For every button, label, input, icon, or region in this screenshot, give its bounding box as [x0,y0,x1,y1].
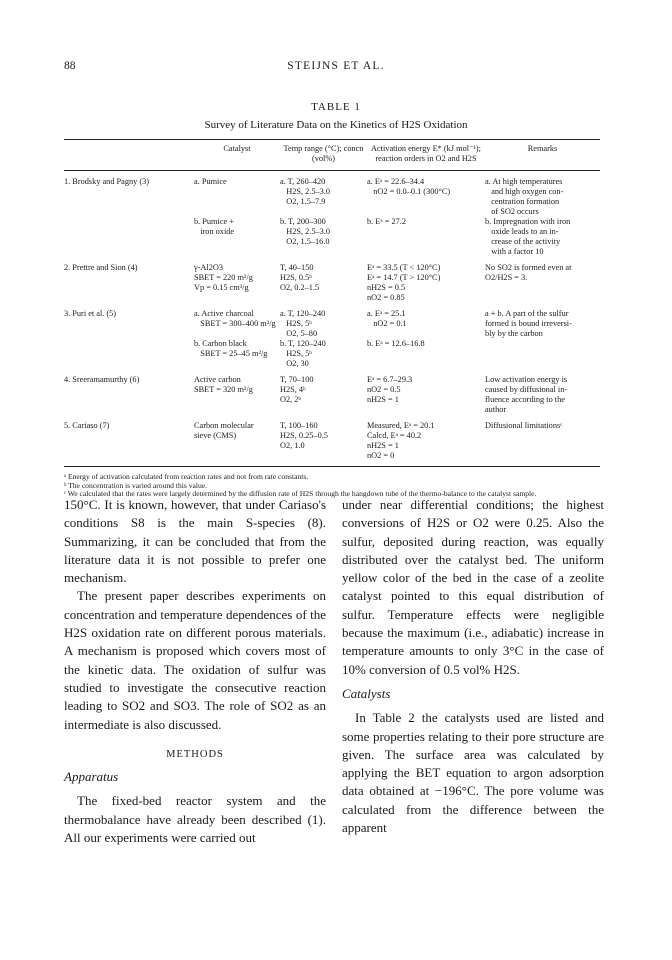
remarks-cell [485,415,600,467]
cell-line: a. T, 260–420 [280,177,326,186]
literature-table [64,141,600,467]
body-column-right [342,496,604,837]
table-label: TABLE 1 [311,101,361,113]
cell-line: SBET = 320 m²/g [194,385,253,394]
cell-line: T, 70–100 [280,375,314,384]
table-header-row [64,141,600,171]
temp-cell [280,369,367,415]
body-column-left [64,496,326,847]
temp-cell [280,415,367,467]
cell-line: bly by the carbon [485,329,543,338]
cell-line: Calcd, Eᵃ = 40.2 [367,431,422,440]
cell-line: a + b. A part of the sulfur [485,309,569,318]
cell-line: O2, 30 [280,359,309,368]
cell-line [367,207,485,217]
table-row [64,303,600,369]
catalyst-cell [194,303,280,369]
reference-cell: 5. Cariaso (7) [64,415,194,467]
reference-cell: 3. Puri et al. (5) [64,309,117,318]
page-number: 88 [64,60,76,72]
cell-line [367,329,485,339]
energy-cell [367,415,485,467]
cell-line: b. T, 200–300 [280,217,326,226]
table-row [64,369,600,415]
cell-line: a. T, 120–240 [280,309,326,318]
cell-line: O2/H2S = 3. [485,273,528,282]
table-footnotes [64,473,600,499]
cell-line: T, 40–150 [280,263,314,272]
catalyst-cell [194,257,280,303]
column-header: Remarks [485,141,600,171]
footnote: ᵃ Energy of activation calculated from reaction rates and not from rate constants. [64,472,309,481]
cell-line: b. Pumice + [194,217,234,226]
cell-line: formed is bound irreversi- [485,319,572,328]
cell-line: iron oxide [194,227,235,236]
energy-cell [367,257,485,303]
cell-line: nO2 = 0.5 [367,385,401,394]
reference-cell: 2. Prettre and Sion (4) [64,263,138,272]
cell-line [194,329,280,339]
energy-cell [367,303,485,369]
cell-line: SBET = 25–45 m²/g [194,349,268,358]
cell-line [194,187,280,197]
cell-line: author [485,405,507,414]
column-header: Catalyst [194,141,280,171]
column-header: Activation energy E* (kJ mol⁻¹); reaction orders in O2 and H2S [367,141,485,171]
cell-line: O2, 0.2–1.5 [280,283,320,292]
cell-line: a. Eᵃ = 22.6–34.4 [367,177,425,186]
table-row [64,171,600,258]
cell-line [194,207,280,217]
cell-line: sieve (CMS) [194,431,237,440]
cell-line: O2, 2ᵇ [280,395,302,404]
paragraph: In Table 2 the catalysts used are listed and some properties relating to their pore structure are given. The surface area was calculated by applying the BET equation to argon adsorption data obtained at −196°C. The pore volume was calculated from the difference between the apparent [342,710,604,836]
paragraph: 150°C. It is known, however, that under Cariaso's conditions S8 is the main S-species (8). Summarizing, it can be concluded that from the literature data it is not possible to prefer one mechanism. [64,497,326,586]
cell-line: caused by diffusional in- [485,385,568,394]
reference-cell: 1. Brodsky and Pagny (3) [64,177,150,186]
cell-line: Eᵃ = 6.7–29.3 [367,375,413,384]
catalyst-cell [194,415,280,467]
temp-cell [280,171,367,258]
paragraph: The fixed-bed reactor system and the thermobalance have already been described (1). All our experiments were carried out [64,793,326,846]
footnote: ᵇ The concentration is varied around this value. [64,480,208,490]
temp-cell [280,257,367,303]
table-row [64,415,600,467]
cell-line: a. Pumice [194,177,227,186]
cell-line [367,197,485,207]
cell-line: nO2 = 0.1 [367,319,407,328]
footnote: ᶜ We calculated that the rates were largely determined by the diffusion rate of H2S through the hangdown tube of the thermo-balance to the catalyst sample. [64,489,537,498]
cell-line: Eᵃ = 33.5 (T < 120°C) [367,263,441,272]
remarks-cell [485,257,600,303]
remarks-cell [485,171,600,258]
running-head: STEIJNS ET AL. [287,60,385,72]
cell-line: nH2S = 1 [367,441,399,450]
cell-line: H2S, 0.5ᵇ [280,273,312,282]
cell-line: H2S, 0.25–0.5 [280,431,328,440]
cell-line: oxide leads to an in- [485,227,559,236]
column-header: Temp range (°C); concn (vol%) [280,141,367,171]
cell-line: nO2 = 0 [367,451,395,460]
cell-line: O2, 1.0 [280,441,305,450]
cell-line: with a factor 10 [485,247,544,256]
cell-line: H2S, 5ᵇ [280,319,312,328]
cell-line: crease of the activity [485,237,561,246]
cell-line [194,197,280,207]
cell-line: nO2 = 0.85 [367,293,405,302]
cell-line: b. Eᵃ = 12.6–16.8 [367,339,425,348]
remarks-cell [485,369,600,415]
cell-line: T, 100–160 [280,421,318,430]
cell-line: a. Active charcoal [194,309,254,318]
cell-line: SBET = 220 m²/g [194,273,253,282]
cell-line: O2, 1.5–7.9 [280,197,326,206]
subsection-heading: Apparatus [64,769,119,785]
table-top-rule [64,139,600,140]
cell-line: H2S, 5ᵇ [280,349,312,358]
cell-line: Active carbon [194,375,241,384]
cell-line: of SO2 occurs [485,207,539,216]
cell-line: Vp = 0.15 cm³/g [194,283,249,292]
cell-line [280,207,367,217]
cell-line: γ-Al2O3 [194,263,224,272]
cell-line: b. T, 120–240 [280,339,326,348]
cell-line: nO2 = 0.0–0.1 (300°C) [367,187,451,196]
remarks-cell [485,303,600,369]
cell-line: b. Eᵃ = 27.2 [367,217,406,226]
cell-line: b. Impregnation with iron [485,217,571,226]
cell-line: a. Eᵃ = 25.1 [367,309,406,318]
table-row [64,257,600,303]
energy-cell [367,369,485,415]
paragraph: under near differential conditions; the highest conversions of H2S or O2 were 0.25. Also the sulfur, deposited during reaction, was equally distributed over the catalyst bed. The uniform yellow color of the bed in the case of a zeolite catalyst pointed to this equal distribution of sulfur. Temperature effects were negligible because the maximum (i.e., adiabatic) increase in temperature amounts to only 3°C in the case of 10% conversion of 0.5 vol% H2S. [342,497,604,677]
cell-line: Measured, Eᵃ = 20.1 [367,421,435,430]
cell-line: Carbon molecular [194,421,254,430]
energy-cell [367,171,485,258]
cell-line: a. At high temperatures [485,177,563,186]
cell-line: H2S, 2.5–3.0 [280,227,331,236]
cell-line: SBET = 300–400 m²/g [194,319,276,328]
cell-line: nH2S = 1 [367,395,399,404]
catalyst-cell [194,369,280,415]
cell-line: fluence according to the [485,395,565,404]
cell-line: nH2S = 0.5 [367,283,406,292]
cell-line: No SO2 is formed even at [485,263,572,272]
cell-line: O2, 5–80 [280,329,318,338]
cell-line: H2S, 2.5–3.0 [280,187,331,196]
temp-cell [280,303,367,369]
column-header [64,141,194,171]
cell-line: O2, 1.5–16.0 [280,237,330,246]
cell-line: Low activation energy is [485,375,568,384]
section-heading: METHODS [166,748,224,760]
cell-line: H2S, 4ᵇ [280,385,306,394]
cell-line: and high oxygen con- [485,187,564,196]
cell-line: Diffusional limitationsᶜ [485,421,563,430]
table-caption: Survey of Literature Data on the Kinetics of H2S Oxidation [204,119,468,131]
cell-line: b. Carbon black [194,339,247,348]
paragraph: The present paper describes experiments on concentration and temperature dependences of the H2S oxidation rate on different porous materials. A mechanism is proposed which covers most of the kinetic data. The oxidation of sulfur was studied to investigate the consecutive reaction leading to SO2 and SO3. The role of SO2 as an intermediate is also discussed. [64,588,326,732]
cell-line: Eᵃ = 14.7 (T > 120°C) [367,273,441,282]
cell-line: centration formation [485,197,560,206]
reference-cell: 4. Sreeramamurthy (6) [64,375,140,384]
subsection-heading: Catalysts [342,685,391,701]
catalyst-cell [194,171,280,258]
